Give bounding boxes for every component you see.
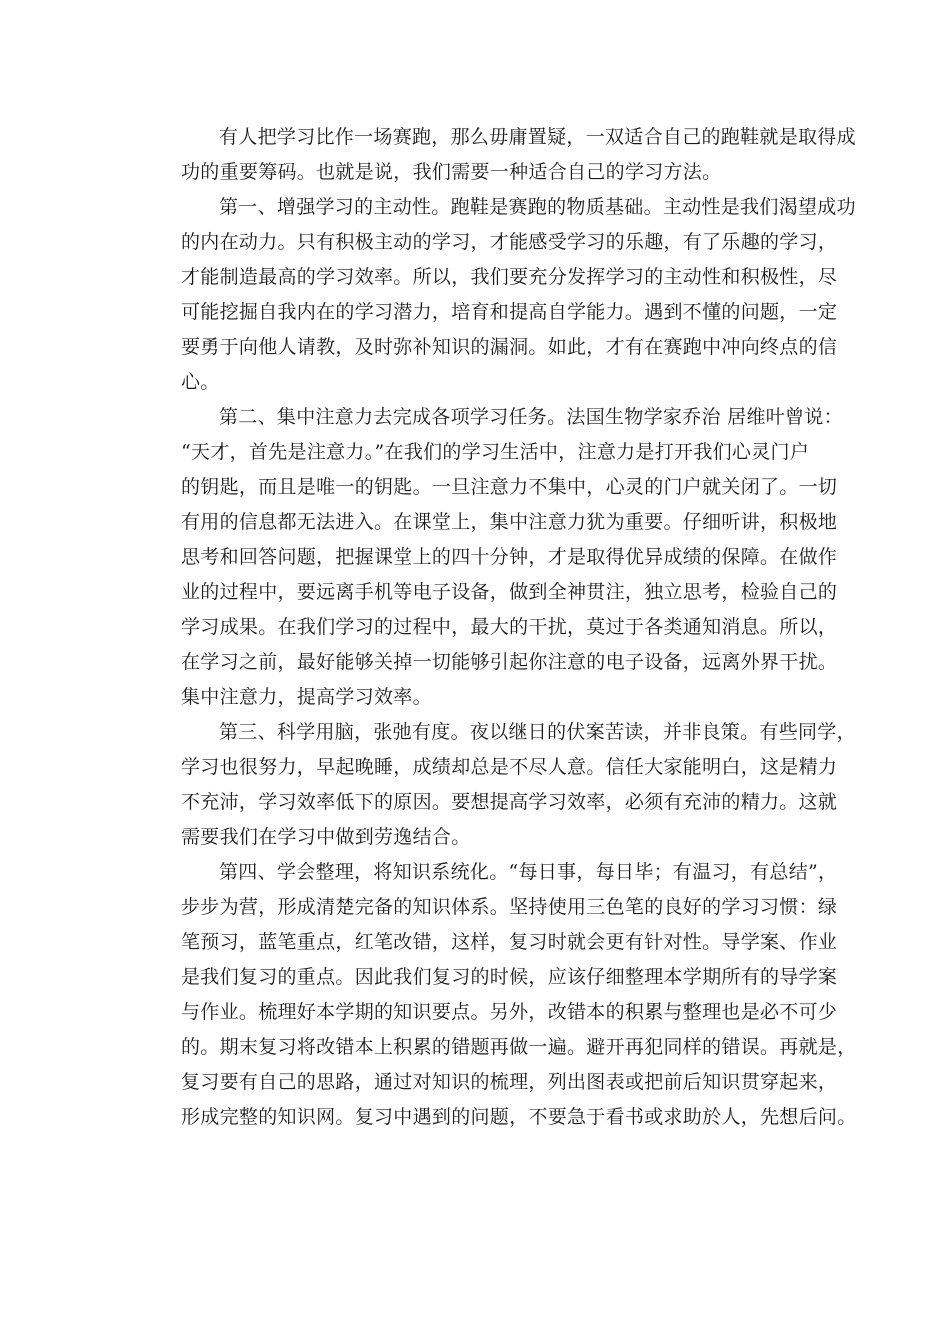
paragraph-third-point	[143, 715, 856, 855]
paragraph-intro	[143, 120, 856, 190]
text-line: 有用的信息都无法进入。在课堂上，集中注意力犹为重要。仔细听讲，积极地	[181, 511, 838, 533]
text-line: 不充沛，学习效率低下的原因。要想提高学习效率，必须有充沛的精力。这就	[181, 791, 838, 813]
text-line: 心。	[181, 371, 220, 393]
text-line: 需要我们在学习中做到劳逸结合。	[181, 826, 471, 848]
text-line: 第一、增强学习的主动性。跑鞋是赛跑的物质基础。主动性是我们渴望成功	[219, 196, 856, 218]
text-line: 学习成果。在我们学习的过程中，最大的干扰，莫过于各类通知消息。所以，	[181, 616, 838, 638]
document-body	[143, 120, 857, 1135]
text-line: “天才，首先是注意力。”在我们的学习生活中，注意力是打开我们心灵门户	[181, 441, 810, 463]
paragraph-second-point	[143, 400, 843, 715]
text-line: 第三、科学用脑，张弛有度。夜以继日的伏案苦读，并非良策。有些同学，	[219, 721, 856, 743]
text-line: 思考和回答问题，把握课堂上的四十分钟，才是取得优异成绩的保障。在做作	[181, 546, 838, 568]
text-line: 与作业。梳理好本学期的知识要点。另外，改错本的积累与整理也是必不可少	[181, 1001, 838, 1023]
text-line: 集中注意力，提高学习效率。	[181, 686, 432, 708]
text-line: 步步为营，形成清楚完备的知识体系。坚持使用三色笔的良好的学习习惯：绿	[181, 896, 838, 918]
text-line: 的内在动力。只有积极主动的学习，才能感受学习的乐趣，有了乐趣的学习，	[181, 231, 838, 253]
text-line: 在学习之前，最好能够关掉一切能够引起你注意的电子设备，远离外界干扰。	[181, 651, 838, 673]
text-line: 是我们复习的重点。因此我们复习的时候，应该仔细整理本学期所有的导学案	[181, 966, 838, 988]
text-line: 可能挖掘自我内在的学习潜力，培育和提高自学能力。遇到不懂的问题，一定	[181, 301, 838, 323]
text-line: 有人把学习比作一场赛跑，那么毋庸置疑，一双适合自己的跑鞋就是取得成	[219, 126, 856, 148]
text-line: 第四、学会整理，将知识系统化。“每日事，每日毕；有温习，有总结”，	[219, 861, 838, 883]
text-line: 笔预习，蓝笔重点，红笔改错，这样，复习时就会更有针对性。导学案、作业	[181, 931, 838, 953]
text-line: 功的重要筹码。也就是说，我们需要一种适合自己的学习方法。	[181, 161, 722, 183]
text-line: 第二、集中注意力去完成各项学习任务。法国生物学家乔治 居维叶曾说：	[219, 406, 843, 428]
text-line: 学习也很努力，早起晚睡，成绩却总是不尽人意。信任大家能明白，这是精力	[181, 756, 838, 778]
text-line: 业的过程中，要远离手机等电子设备，做到全神贯注，独立思考，检验自己的	[181, 581, 838, 603]
text-line: 的钥匙，而且是唯一的钥匙。一旦注意力不集中，心灵的门户就关闭了。一切	[181, 476, 838, 498]
text-line: 才能制造最高的学习效率。所以，我们要充分发挥学习的主动性和积极性，尽	[181, 266, 838, 288]
text-line: 要勇于向他人请教，及时弥补知识的漏洞。如此，才有在赛跑中冲向终点的信	[181, 336, 838, 358]
text-line: 复习要有自己的思路，通过对知识的梳理，列出图表或把前后知识贯穿起来，	[181, 1071, 838, 1093]
text-line: 的。期末复习将改错本上积累的错题再做一遍。避开再犯同样的错误。再就是，	[181, 1036, 857, 1058]
paragraph-first-point	[143, 190, 856, 400]
paragraph-fourth-point	[143, 855, 857, 1135]
text-line: 形成完整的知识网。复习中遇到的问题，不要急于看书或求助於人，先想后问。	[181, 1106, 857, 1128]
